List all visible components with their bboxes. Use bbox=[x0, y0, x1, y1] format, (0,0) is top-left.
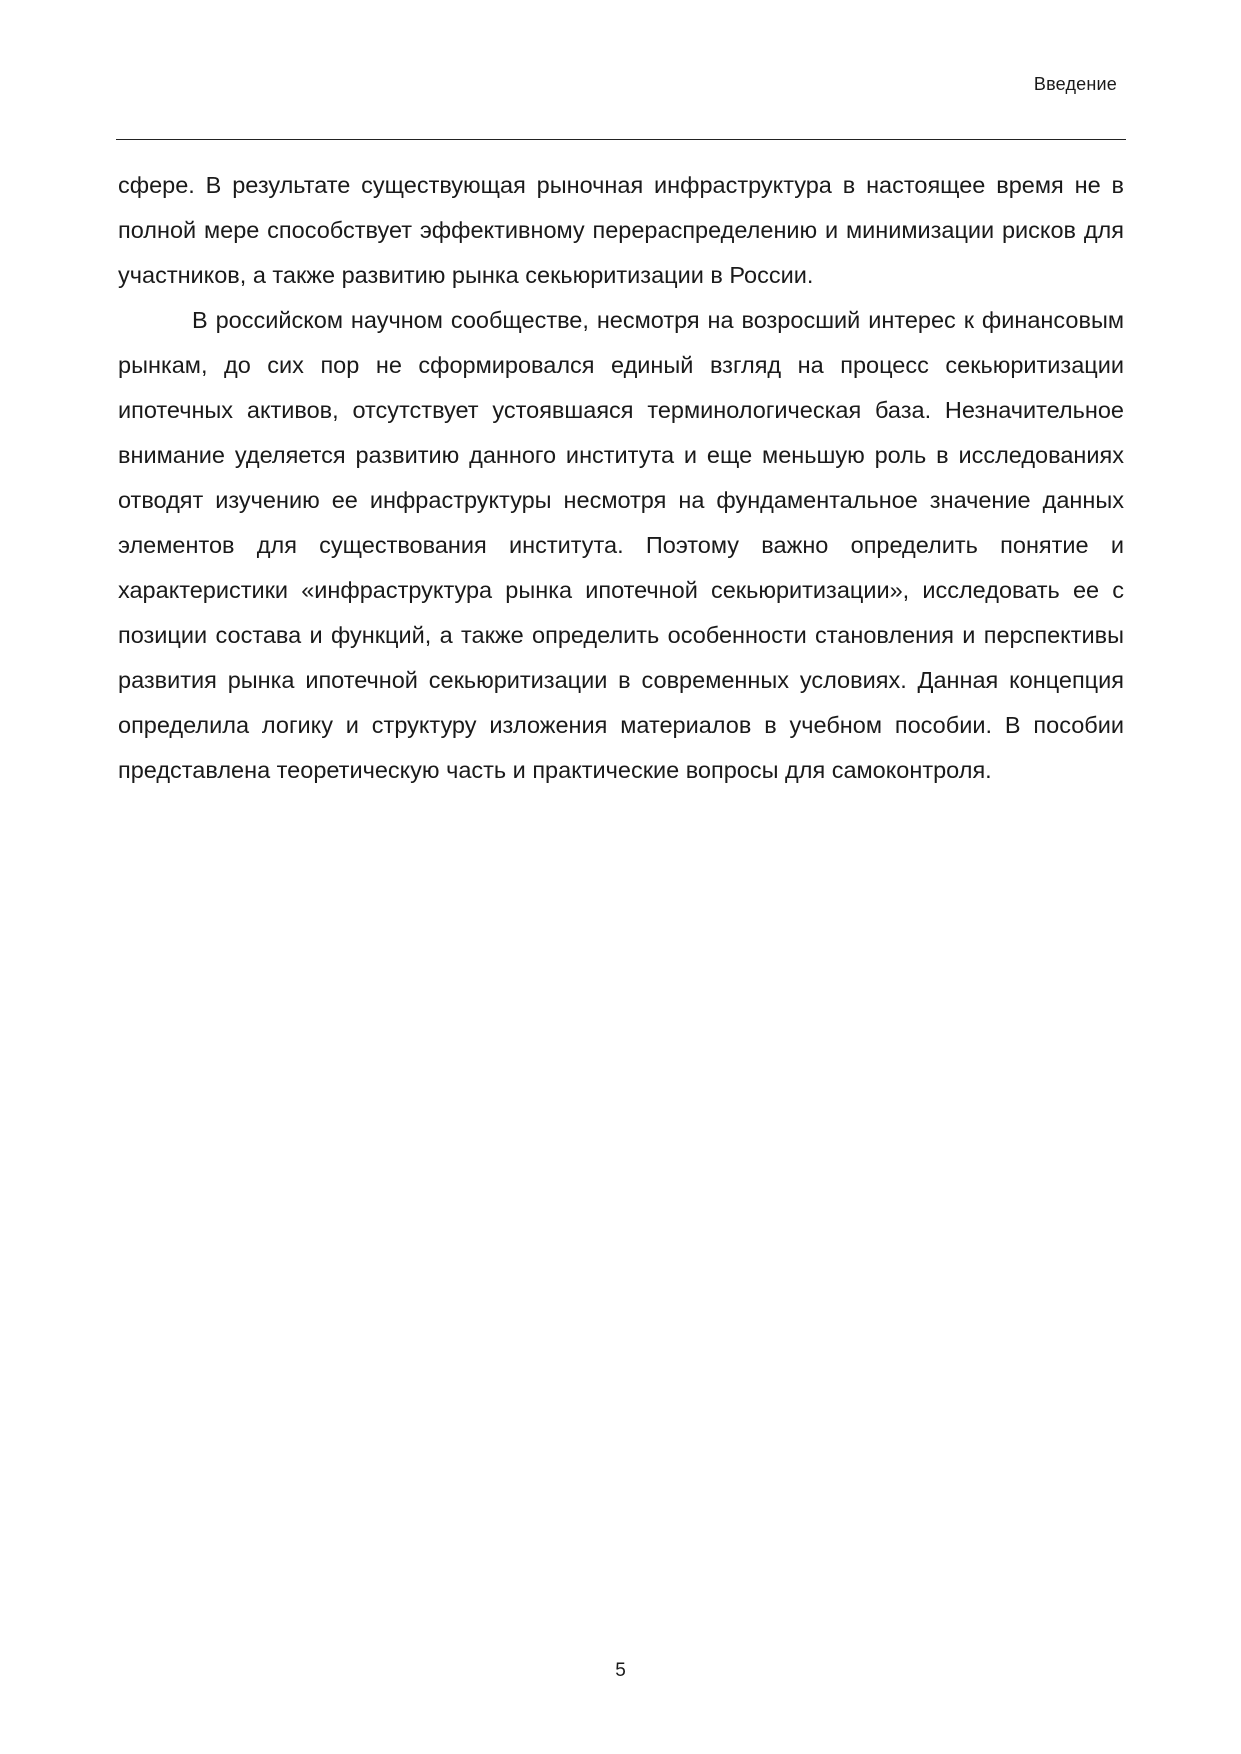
page-body bbox=[118, 163, 1124, 793]
paragraph-research-context: В российском научном сообществе, несмотря на возросший интерес к финансовым рынкам, до сих пор не сформировался единый взгляд на процесс секьюритизации ипотечных активов, отсутствует устоявшаяся терминологическая база. Незначительное внимание уделяется развитию данного института и еще меньшую роль в исследованиях отводят изучению ее инфраструктуры несмотря на фундаментальное значение данных элементов для существования института. Поэтому важно определить понятие и характеристики «инфраструктура рынка ипотечной секьюритизации», исследовать ее с позиции состава и функций, а также определить особенности становления и перспективы развития рынка ипотечной секьюритизации в современных условиях. Данная концепция определила логику и структуру изложения материалов в учебном пособии. В пособии представлена теоретическую часть и практические вопросы для самоконтроля. bbox=[118, 307, 1124, 783]
running-header-section-title: Введение bbox=[1033, 74, 1117, 94]
header-divider bbox=[116, 139, 1126, 140]
page-number: 5 bbox=[615, 1660, 626, 1681]
paragraph-continuation: сфере. В результате существующая рыночная инфраструктура в настоящее время не в полной мере способствует эффективному перераспределению и минимизации рисков для участников, а также развитию рынка секьюритизации в России. bbox=[118, 172, 1124, 288]
